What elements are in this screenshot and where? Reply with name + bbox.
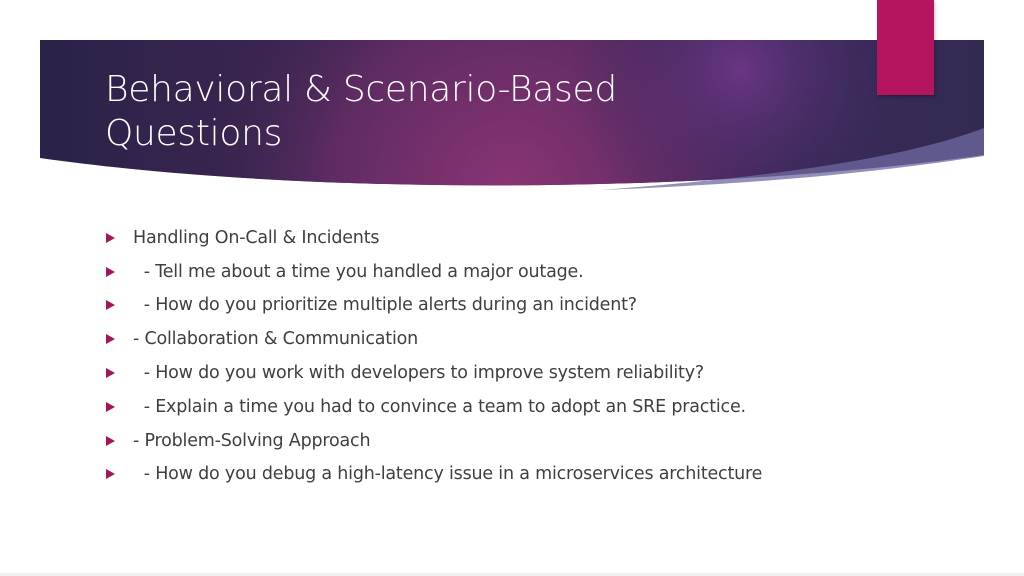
triangle-bullet-icon	[106, 334, 115, 344]
bullet-text: - Problem-Solving Approach	[133, 430, 371, 451]
accent-tab	[877, 0, 934, 95]
list-item	[106, 255, 966, 289]
slide-title: Behavioral & Scenario-Based Questions	[105, 69, 617, 154]
list-item	[106, 424, 966, 458]
triangle-bullet-icon	[106, 267, 115, 277]
triangle-bullet-icon	[106, 233, 115, 243]
bullet-text: - How do you work with developers to improve system reliability?	[133, 363, 704, 384]
bullet-text: - Explain a time you had to convince a team to adopt an SRE practice.	[133, 396, 746, 417]
triangle-bullet-icon	[106, 469, 115, 479]
triangle-bullet-icon	[106, 368, 115, 378]
bullet-text: - Tell me about a time you handled a major outage.	[133, 261, 584, 282]
list-item	[106, 458, 966, 492]
triangle-bullet-icon	[106, 300, 115, 310]
list-item	[106, 221, 966, 255]
bullet-text: Handling On-Call & Incidents	[133, 227, 380, 248]
bullet-text: - How do you debug a high-latency issue in a microservices architecture	[133, 464, 763, 485]
triangle-bullet-icon	[106, 436, 115, 446]
bullet-text: - Collaboration & Communication	[133, 329, 419, 350]
bullet-text: - How do you prioritize multiple alerts during an incident?	[133, 295, 637, 316]
bullet-list	[106, 221, 966, 491]
list-item	[106, 390, 966, 424]
list-item	[106, 289, 966, 323]
list-item	[106, 322, 966, 356]
list-item	[106, 356, 966, 390]
triangle-bullet-icon	[106, 402, 115, 412]
